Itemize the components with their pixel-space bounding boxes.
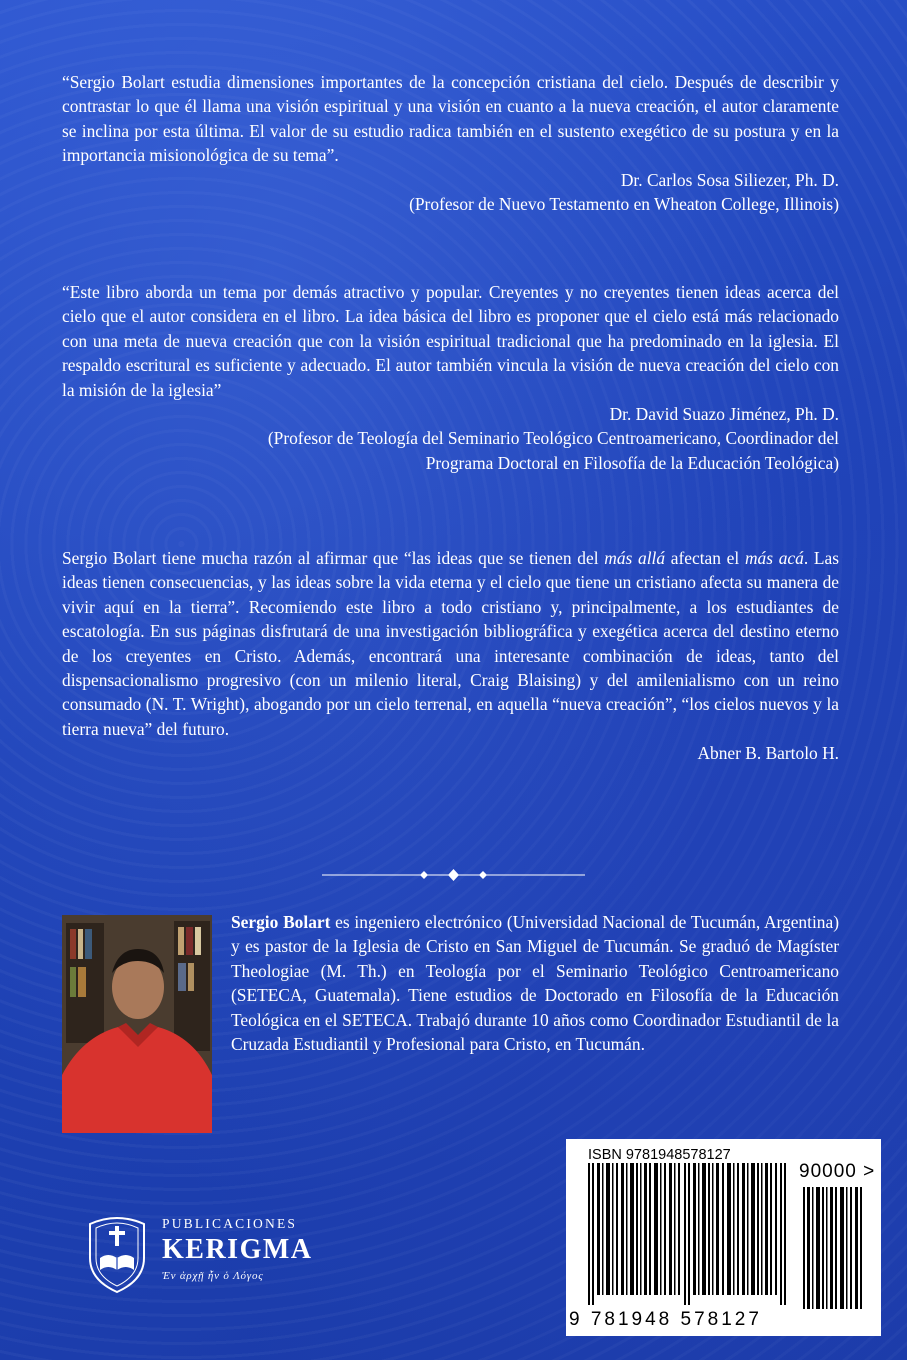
endorsement-2-text: “Este libro aborda un tema por demás atractivo y popular. Creyentes y no creyentes tienen ideas acerca del cielo que el autor considera en el libro. La idea básica del libro es proponer que el cielo está más relacionado con una meta de nueva creación que con la visión espiritual tradicional que ha predominado en la iglesia. El respaldo escritural es suficiente y adecuado. El autor también vincula la visión de nueva creación del cielo con la misión de la iglesia” [62, 282, 839, 400]
endorsement-2-author: Dr. David Suazo Jiménez, Ph. D. [609, 404, 839, 425]
endorsement-3-text [62, 546, 839, 741]
endorsement-3 [62, 546, 839, 766]
endorsement-1-author: Dr. Carlos Sosa Siliezer, Ph. D. [620, 169, 839, 190]
endorsement-2-role-line2: Programa Doctoral en Filosofía de la Educación Teológica) [425, 452, 839, 473]
publisher-emblem-icon [80, 1210, 154, 1294]
author-photo [62, 915, 212, 1133]
author-bio [231, 910, 839, 1056]
endorsement-3-author: Abner B. Bartolo H. [697, 743, 839, 764]
publisher-name: KERIGMA [162, 1234, 313, 1265]
ornament-divider [0, 868, 907, 882]
author-bio-name: Sergio Bolart [231, 912, 331, 932]
barcode-addon-bars [803, 1187, 863, 1309]
author-bio-text: es ingeniero electrónico (Universidad Nacional de Tucumán, Argentina) y es pastor de la Iglesia de Cristo en San Miguel de Tucumán. Se graduó de Magíster Theologiae (M. Th.) en Teología por el Seminario Teológico Centroamericano (SETECA, Guatemala). Tiene estudios de Doctorado en Filosofía de la Educación Teológica en el SETECA. Trabajó durante 10 años como Coordinador Estudiantil de la Cruzada Estudiantil y Profesional para Cristo, en Tucumán. [231, 912, 839, 1055]
endorsement-3-part2: afectan el [665, 548, 745, 568]
publisher-logo [80, 1210, 330, 1310]
endorsement-2-role-line1: (Profesor de Teología del Seminario Teológico Centroamericano, Coordinador del [267, 428, 839, 449]
isbn-digits: 9 781948 578127 [569, 1309, 762, 1330]
endorsement-3-part1: Sergio Bolart tiene mucha razón al afirmar que “las ideas que se tienen del [62, 548, 605, 568]
endorsement-2 [62, 280, 839, 475]
publisher-line1: PUBLICACIONES [162, 1216, 298, 1231]
barcode-main-bars [588, 1163, 788, 1305]
endorsement-1 [62, 70, 839, 216]
price-code: 90000 > [799, 1161, 876, 1182]
isbn-label: ISBN 9781948578127 [588, 1147, 731, 1163]
isbn-barcode [566, 1139, 881, 1336]
endorsement-1-text: “Sergio Bolart estudia dimensiones importantes de la concepción cristiana del cielo. Después de describir y contrastar lo que él llama una visión espiritual y una visión en cuanto a la nueva creación, el autor claramente se inclina por esta última. El valor de su estudio radica también en el sustento exegético de su postura y en la importancia misionológica de su tema”. [62, 72, 839, 166]
publisher-motto: Ἐν ἀρχῇ ἦν ὁ Λόγος [162, 1270, 264, 1282]
endorsement-3-italic2: más acá [744, 548, 804, 568]
endorsement-3-italic1: más allá [604, 548, 666, 568]
endorsement-1-role: (Profesor de Nuevo Testamento en Wheaton College, Illinois) [409, 194, 839, 215]
endorsement-3-part3: . Las ideas tienen consecuencias, y las ideas sobre la vida eterna y el cielo que tiene un cristiano afecta su manera de vivir aquí en la tierra”. Recomiendo este libro a todo cristiano y, principalmente, a los estudiantes de escatología. En sus páginas disfrutará de una investigación bibliográfica y exegética acerca del destino eterno de los creyentes en Cristo. Además, encontrará una interesante combinación de ideas, tanto del dispensacionalismo progresivo (con un milenio literal, Craig Blaising) y del amilenialismo con un reino consumado (N. T. Wright), abogando por un cielo terrenal, en aquella “nueva creación”, “los cielos nuevos y la tierra nueva” del futuro. [62, 548, 839, 739]
